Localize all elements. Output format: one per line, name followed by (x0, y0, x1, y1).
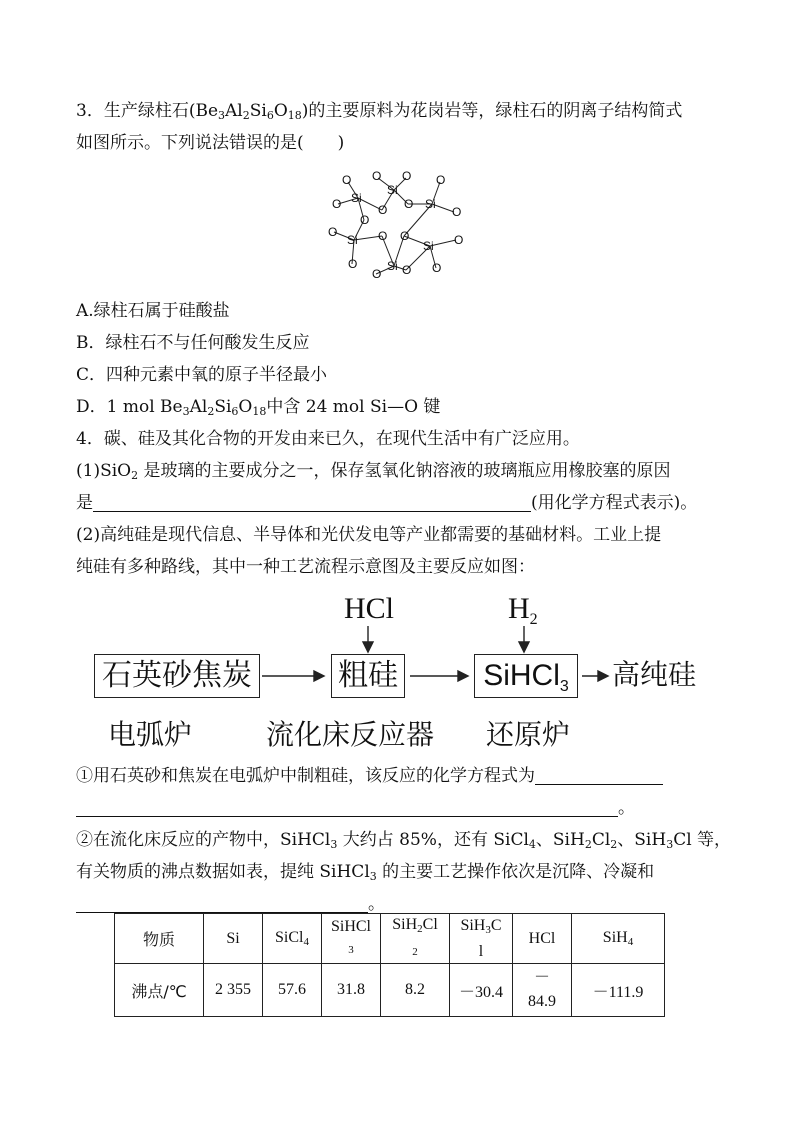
value-cell: 31.8 (322, 964, 381, 1017)
answer-blank-4[interactable] (76, 894, 368, 913)
si-atom-5: Si (423, 239, 434, 253)
flow-product: 高纯硅 (612, 658, 697, 691)
q3-option-b: B．绿柱石不与任何酸发生反应 (76, 333, 310, 353)
q3-option-a: A.绿柱石属于硅酸盐 (76, 301, 230, 321)
o-atom: O (372, 267, 382, 281)
q4-sub1-line2: 。 (76, 796, 635, 820)
q4-sub2-line3: 。 (76, 892, 385, 916)
header-cell: SiH$_4$ (572, 914, 665, 964)
si-atom-1: Si (387, 183, 398, 197)
q4-part1-line1: (1)SiO$_2$ 是玻璃的主要成分之一，保存氢氧化钠溶液的玻璃瓶应用橡胶塞的原因 (76, 461, 671, 482)
value-cell: 57.6 (263, 964, 322, 1017)
q3-option-d: D．1 mol $Be_3Al_2Si_6O_{18}$中含 24 mol Si—O 键 (76, 397, 441, 418)
q3-stem-text-2: )的主要原料为花岗岩等，绿柱石的阴离子结构简式 (301, 101, 683, 121)
q4-part2-line1: (2)高纯硅是现代信息、半导体和光伏发电等产业都需要的基础材料。工业上提 (76, 525, 662, 545)
flow-box-crude-silicon: 粗硅 (331, 654, 405, 698)
flow-label-arc-furnace: 电弧炉 (108, 718, 193, 751)
answer-blank-3[interactable] (76, 798, 618, 817)
reagent-hcl: HCl (344, 592, 395, 625)
o-atom: O (404, 197, 414, 211)
q4-part2-line2: 纯硅有多种路线，其中一种工艺流程示意图及主要反应如图： (76, 557, 535, 577)
q3-stem-text: 3．生产绿柱石( (76, 101, 196, 121)
table-row (115, 964, 665, 1017)
table-header-row (115, 914, 665, 964)
header-cell: SiH$_3$C l (450, 914, 513, 964)
o-atom: O (332, 197, 342, 211)
q4-sub2-line2: 有关物质的沸点数据如表，提纯 SiHCl$_3$ 的主要工艺操作依次是沉降、冷凝和 (76, 862, 655, 883)
o-atom: O (378, 229, 388, 243)
o-atom: O (454, 233, 464, 247)
o-atom: O (452, 205, 462, 219)
flow-box-raw-materials: 石英砂焦炭 (94, 654, 260, 698)
header-cell: SiCl$_4$ (263, 914, 322, 964)
value-cell: －30.4 (450, 964, 513, 1017)
o-atom: O (328, 225, 338, 239)
header-cell: Si (204, 914, 263, 964)
o-atom: O (432, 261, 442, 275)
flow-box-sihcl3: SiHCl$_3$ (474, 654, 578, 698)
si-atom-4: Si (347, 233, 358, 247)
value-cell: － 84.9 (513, 964, 572, 1017)
value-cell: －111.9 (572, 964, 665, 1017)
o-atom: O (402, 263, 412, 277)
q3-stem-line2: 如图所示。下列说法错误的是( ) (76, 133, 345, 153)
o-atom: O (342, 173, 352, 187)
boiling-point-table (114, 913, 665, 1017)
si-atom-3: Si (425, 197, 436, 211)
o-atom: O (402, 169, 412, 183)
o-atom: O (360, 213, 370, 227)
q4-sub1-line1: ①用石英砂和焦炭在电弧炉中制粗硅，该反应的化学方程式为 (76, 764, 663, 788)
row-label-cell: 沸点/℃ (115, 964, 204, 1017)
value-cell: 8.2 (381, 964, 450, 1017)
header-cell: HCl (513, 914, 572, 964)
flow-label-reduction-furnace: 还原炉 (486, 718, 571, 751)
o-atom: O (348, 257, 358, 271)
header-cell: SiHCl 3 (322, 914, 381, 964)
beryl-formula: $Be_3Al_2Si_6O_{18}$ (195, 101, 302, 122)
si-atom-6: Si (387, 259, 398, 273)
flow-label-fluidized-bed: 流化床反应器 (266, 718, 435, 751)
o-atom: O (372, 169, 382, 183)
value-cell: 2 355 (204, 964, 263, 1017)
reagent-h2: $H_2$ (508, 592, 538, 628)
header-cell: SiH$_2$Cl 2 (381, 914, 450, 964)
o-atom: O (378, 203, 388, 217)
q4-sub2-line1: ②在流化床反应的产物中，SiHCl$_3$ 大约占 85%，还有 SiCl$_4$、$SiH_2Cl_2$、SiH$_3$Cl 等， (76, 830, 732, 851)
answer-blank-2[interactable] (535, 766, 663, 785)
header-cell: 物质 (115, 914, 204, 964)
q4-part1-line2: 是 (用化学方程式表示)。 (76, 493, 698, 513)
q3-option-c: C．四种元素中氧的原子半径最小 (76, 365, 328, 385)
q4-intro: 4．碳、硅及其化合物的开发由来已久，在现代生活中有广泛应用。 (76, 429, 580, 449)
o-atom: O (400, 229, 410, 243)
si-atom-2: Si (351, 191, 362, 205)
o-atom: O (436, 173, 446, 187)
